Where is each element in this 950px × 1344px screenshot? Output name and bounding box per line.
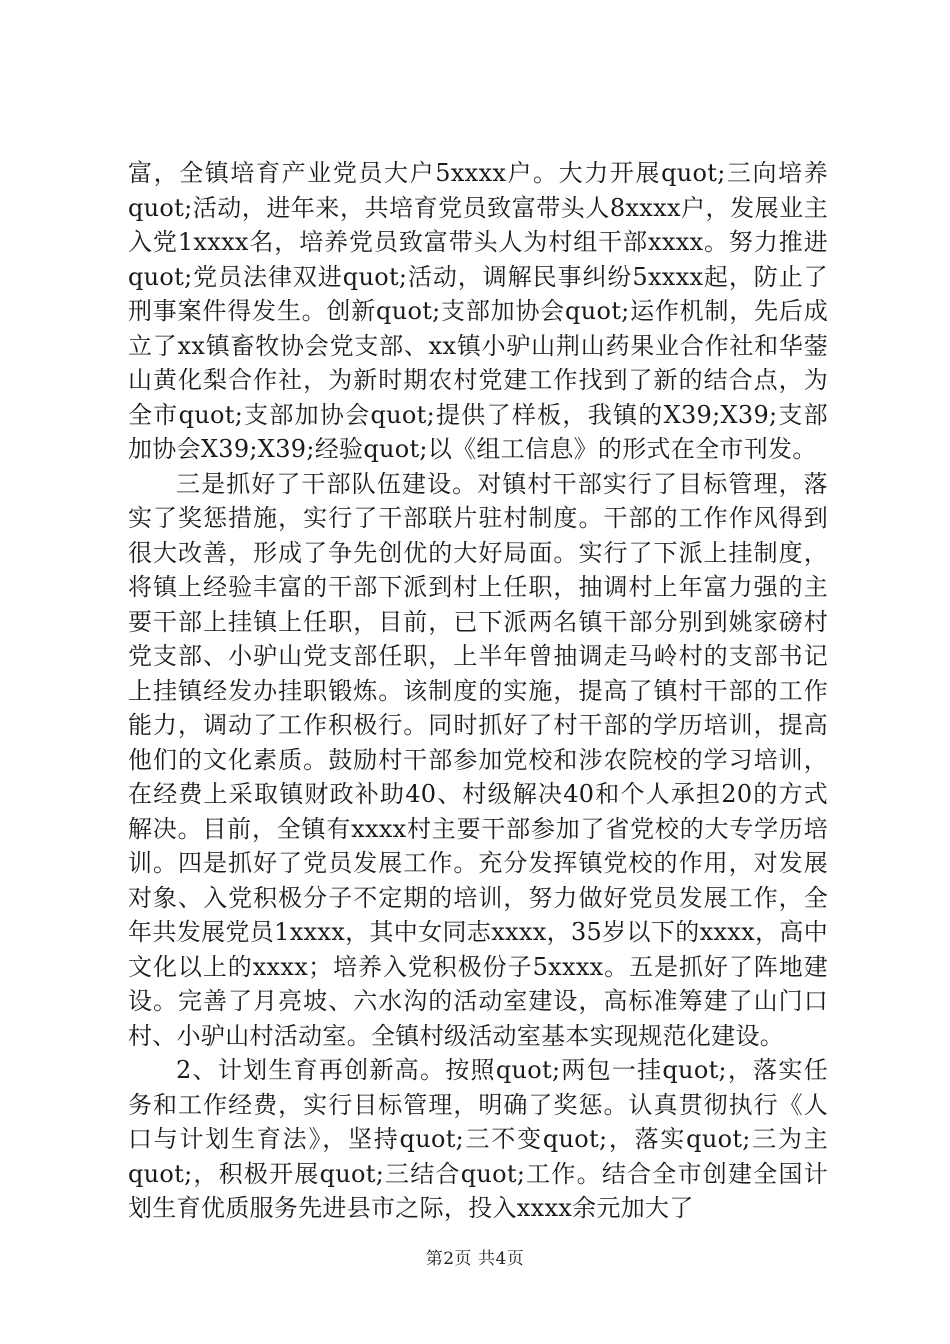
paragraph-2: 三是抓好了干部队伍建设。对镇村干部实行了目标管理，落实了奖惩措施，实行了干部联片驻村制度。干部的工作作风得到很大改善，形成了争先创优的大好局面。实行了下派上挂制度，将镇上经验丰富的干部下派到村上任职，抽调村上年富力强的主要干部上挂镇上任职，目前，已下派两名镇干部分别到姚家磅村党支部、小驴山党支部任职，上半年曾抽调走马岭村的支部书记上挂镇经发办挂职锻炼。该制度的实施，提高了镇村干部的工作能力，调动了工作积极行。同时抓好了村干部的学历培训，提高他们的文化素质。鼓励村干部参加党校和涉农院校的学习培训，在经费上采取镇财政补助40、村级解决40和个人承担20的方式解决。目前，全镇有xxxx村主要干部参加了省党校的大专学历培训。四是抓好了党员发展工作。充分发挥镇党校的作用，对发展对象、入党积极分子不定期的培训，努力做好党员发展工作，全年共发展党员1xxxx，其中女同志xxxx，35岁以下的xxxx，高中文化以上的xxxx；培养入党积极份子5xxxx。五是抓好了阵地建设。完善了月亮坡、六水沟的活动室建设，高标准筹建了山门口村、小驴山村活动室。全镇村级活动室基本实现规范化建设。 — [128, 469, 828, 1050]
document-body — [128, 156, 828, 1226]
paragraph-3: 2、计划生育再创新高。按照quot;两包一挂quot;，落实任务和工作经费，实行目标管理，明确了奖惩。认真贯彻执行《人口与计划生育法》，坚持quot;三不变quot;，落实quot;三为主quot;，积极开展quot;三结合quot;工作。结合全市创建全国计划生育优质服务先进县市之际，投入xxxx余元加大了 — [128, 1056, 828, 1222]
paragraph-1: 富，全镇培育产业党员大户5xxxx户。大力开展quot;三向培养quot;活动，进年来，共培育党员致富带头人8xxxx户，发展业主入党1xxxx名，培养党员致富带头人为村组干部xxxx。努力推进quot;党员法律双进quot;活动，调解民事纠纷5xxxx起，防止了刑事案件得发生。创新quot;支部加协会quot;运作机制，先后成立了xx镇畜牧协会党支部、xx镇小驴山荆山药果业合作社和华蓥山黄化梨合作社，为新时期农村党建工作找到了新的结合点，为全市quot;支部加协会quot;提供了样板，我镇的X39;X39;支部加协会X39;X39;经验quot;以《组工信息》的形式在全市刊发。 — [128, 159, 828, 463]
page-number-footer: 第2页 共4页 — [425, 1249, 525, 1269]
